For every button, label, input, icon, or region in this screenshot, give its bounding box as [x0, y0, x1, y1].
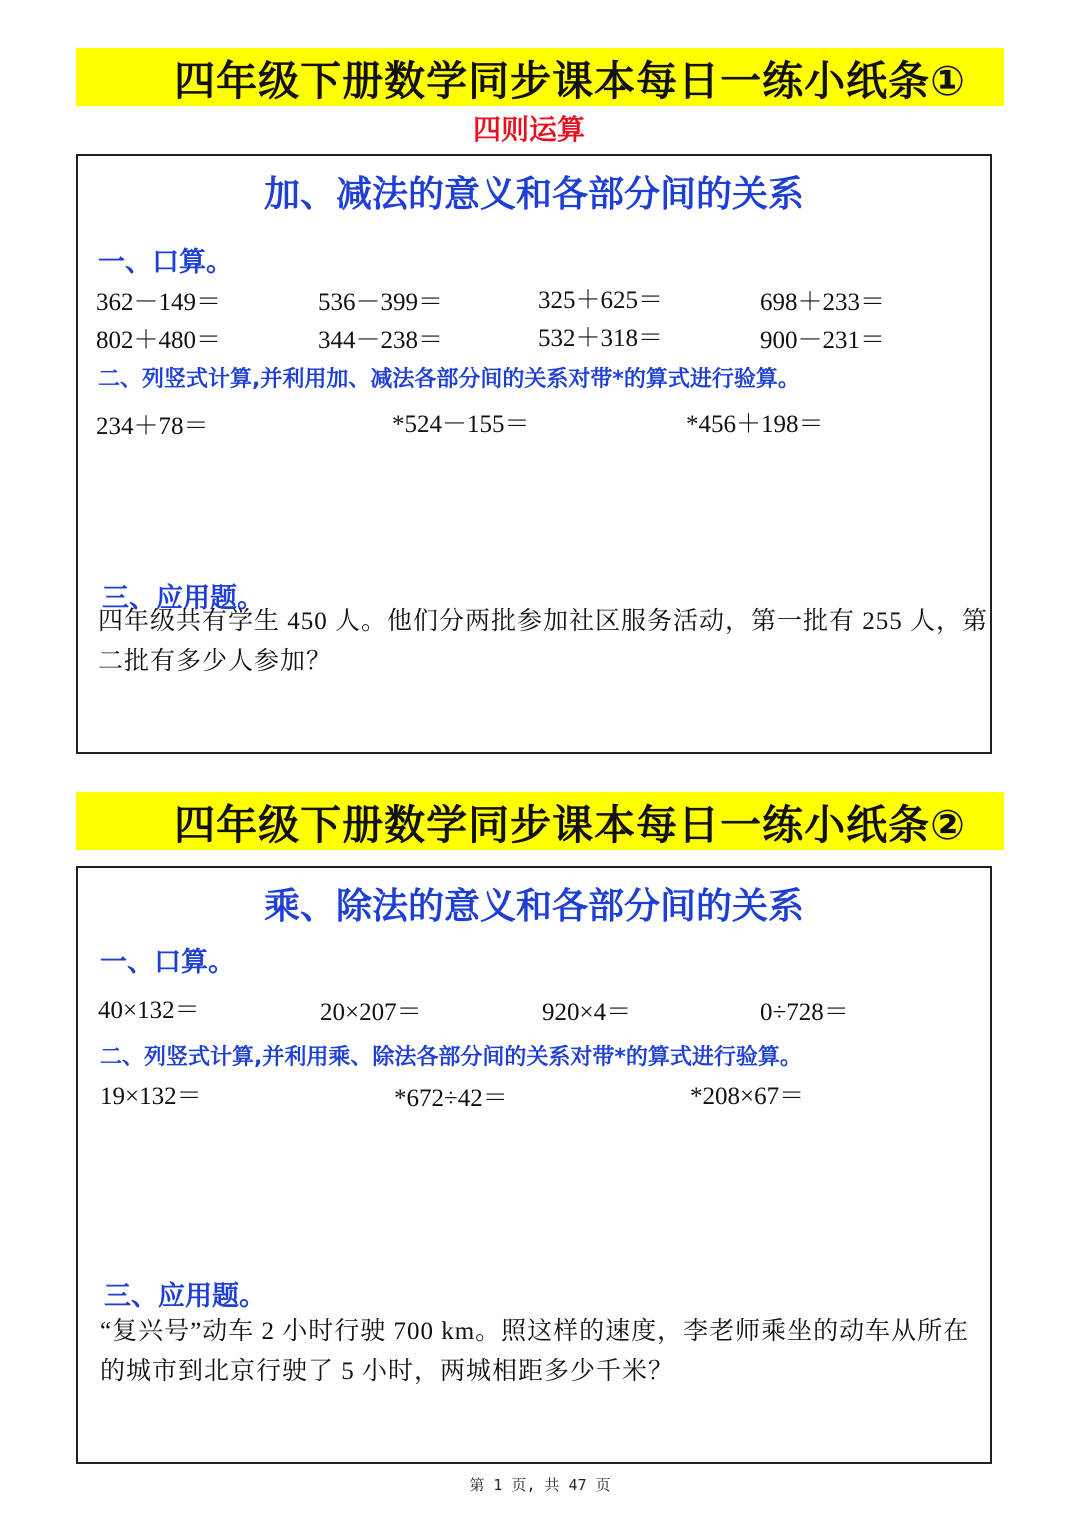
sheet1-card-title: 加、减法的意义和各部分间的关系 [263, 174, 804, 215]
sheet1-oral-item: 362－149＝ [96, 289, 222, 316]
sheet2-card [76, 866, 992, 1464]
sheet1-section-word-problem: 三、应用题。 [102, 583, 264, 614]
sheet1-vertical-item: *524－155＝ [392, 411, 530, 438]
sheet1-oral-item: 325＋625＝ [538, 287, 664, 314]
sheet1-oral-item: 698＋233＝ [760, 289, 886, 316]
sheet2-section-vertical: 二、列竖式计算,并利用乘、除法各部分间的关系对带*的算式进行验算。 [100, 1045, 802, 1070]
sheet1-oral-item: 900－231＝ [760, 327, 886, 354]
sheet2-vertical-item: 19×132＝ [100, 1083, 202, 1110]
sheet1-section-vertical: 二、列竖式计算,并利用加、减法各部分间的关系对带*的算式进行验算。 [98, 367, 800, 392]
sheet1-card [76, 154, 992, 754]
sheet1-oral-item: 532＋318＝ [538, 325, 664, 352]
topic-subtitle: 四则运算 [472, 113, 585, 146]
sheet1-oral-item: 802＋480＝ [96, 327, 222, 354]
sheet1-vertical-item: 234＋78＝ [96, 413, 209, 440]
sheet2-vertical-item: *208×67＝ [690, 1083, 805, 1110]
sheet2-oral-item: 0÷728＝ [760, 999, 849, 1026]
sheet2-section-oral: 一、口算。 [100, 947, 235, 978]
sheet1-banner-title: 四年级下册数学同步课本每日一练小纸条① [174, 56, 966, 105]
sheet2-banner [76, 792, 1004, 850]
sheet2-section-word-problem: 三、应用题。 [104, 1281, 266, 1312]
sheet1-word-problem: 四年级共有学生 450 人。他们分两批参加社区服务活动，第一批有 255 人，第二批有多少人参加？ [98, 608, 989, 675]
sheet2-oral-item: 40×132＝ [98, 997, 200, 1024]
sheet1-oral-item: 344－238＝ [318, 327, 444, 354]
sheet2-oral-item: 920×4＝ [542, 999, 632, 1026]
sheet1-section-oral: 一、口算。 [98, 247, 233, 278]
sheet1-vertical-item: *456＋198＝ [686, 411, 824, 438]
sheet1-banner [76, 48, 1004, 106]
page-footer: 第 1 页, 共 47 页 [469, 1476, 611, 1494]
sheet1-oral-item: 536－399＝ [318, 289, 444, 316]
sheet2-oral-item: 20×207＝ [320, 999, 422, 1026]
sheet2-banner-title: 四年级下册数学同步课本每日一练小纸条② [174, 800, 966, 849]
sheet2-vertical-item: *672÷42＝ [394, 1085, 508, 1112]
sheet2-card-title: 乘、除法的意义和各部分间的关系 [263, 886, 804, 927]
sheet2-word-problem: “复兴号”动车 2 小时行驶 700 km。照这样的速度，李老师乘坐的动车从所在的城市到北京行驶了 5 小时，两城相距多少千米？ [100, 1318, 970, 1385]
